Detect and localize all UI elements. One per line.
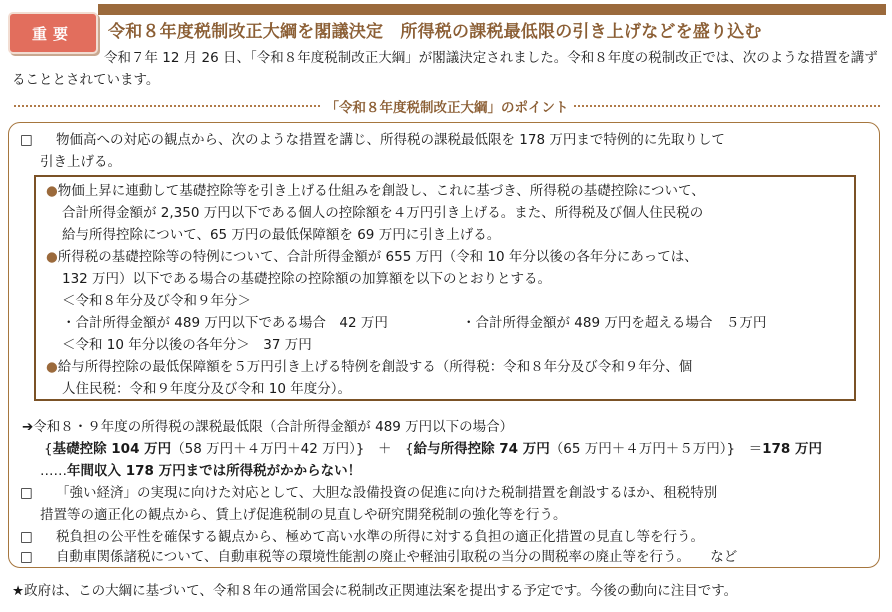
item-1-line-1: □ 物価高への対応の観点から、次のような措置を講じ、所得税の課税最低限を 178 万円まで特例的に先取りして [20,129,725,151]
checkbox-icon: □ [20,549,33,565]
header-bar [98,4,886,15]
bullet-icon: ● [46,359,58,375]
footer-note: ★政府は、この大綱に基づいて、令和８年の通常国会に税制改正関連法案を提出する予定です。今後の動向に注目です。 [12,583,738,599]
page-title: 令和８年度税制改正大綱を閣議決定 所得税の課税最低限の引き上げなどを盛り込む [108,22,762,42]
detail-2-line-2: 132 万円）以下である場合の基礎控除の控除額の加算額を以下のとおりとする。 [62,271,552,287]
total-amount: 178 万円 [762,441,822,457]
checkbox-icon: □ [20,529,33,545]
detail-2-line-3: ＜令和８年分及び令和９年分＞ [62,293,251,309]
detail-2-line-4a: ・合計所得金額が 489 万円以下である場合 42 万円 [62,315,388,331]
detail-1-line-1: ●物価上昇に連動して基礎控除等を引き上げる仕組みを創設し、これに基づき、所得税の基礎控除について、 [46,183,705,199]
intro-paragraph: 令和７年 12 月 26 日、「令和８年度税制改正大綱」が閣議決定されました。令和８年度の税制改正では、次のような措置を講ずることとされています。 [12,50,878,88]
item-4-suffix: など [710,549,738,565]
summary-line-1: ➔令和８・９年度の所得税の課税最低限（合計所得金額が 489 万円以下の場合） [22,419,514,435]
summary-formula: {基礎控除 104 万円（58 万円＋４万円＋42 万円）} ＋ {給与所得控除 74 万円（65 万円＋４万円＋５万円）} ＝178 万円 [44,441,822,457]
detail-2-line-4b: ・合計所得金額が 489 万円を超える場合 ５万円 [462,315,767,331]
item-1-line-2: 引き上げる。 [40,154,121,170]
item-3: □ 税負担の公平性を確保する観点から、極めて高い水準の所得に対する負担の適正化措置の見直し等を行う。 [20,526,704,548]
summary-conclusion: ……年間収入 178 万円までは所得税がかからない！ [40,463,362,479]
checkbox-icon: □ [20,485,33,501]
detail-2-line-1: ●所得税の基礎控除等の特例について、合計所得金額が 655 万円（令和 10 年分以後の各年分にあっては、 [46,249,698,265]
item-2-line-2: 措置等の適正化の観点から、賃上げ促進税制の見直しや研究開発税制の強化等を行う。 [40,507,567,523]
item-2-line-1: □ 「強い経済」の実現に向けた対応として、大胆な設備投資の促進に向けた税制措置を創設するほか、租税特別 [20,482,717,504]
points-heading-rule [14,100,880,116]
detail-2-line-5: ＜令和 10 年分以後の各年分＞ 37 万円 [62,337,312,353]
important-badge: 重要 [8,12,98,54]
bullet-icon: ● [46,183,58,199]
basic-deduction-label: 基礎控除 104 万円 [52,441,172,457]
points-heading: 「令和８年度税制改正大綱」のポイント [322,96,573,116]
detail-1-line-2: 合計所得金額が 2,350 万円以下である個人の控除額を４万円引き上げる。また、所得税及び個人住民税の [62,205,704,221]
detail-3-line-1: ●給与所得控除の最低保障額を５万円引き上げる特例を創設する（所得税：令和８年分及び令和９年分、個 [46,359,693,375]
bullet-icon: ● [46,249,58,265]
salary-deduction-label: 給与所得控除 74 万円 [413,441,550,457]
item-4: □ 自動車関係諸税について、自動車税等の環境性能割の廃止や軽油引取税の当分の間税率の廃止等を行う。 など [20,546,737,568]
checkbox-icon: □ [20,132,33,148]
detail-1-line-3: 給与所得控除について、65 万円の最低保障額を 69 万円に引き上げる。 [62,227,501,243]
detail-3-line-2: 人住民税：令和９年度分及び令和 10 年度分）。 [62,381,352,397]
